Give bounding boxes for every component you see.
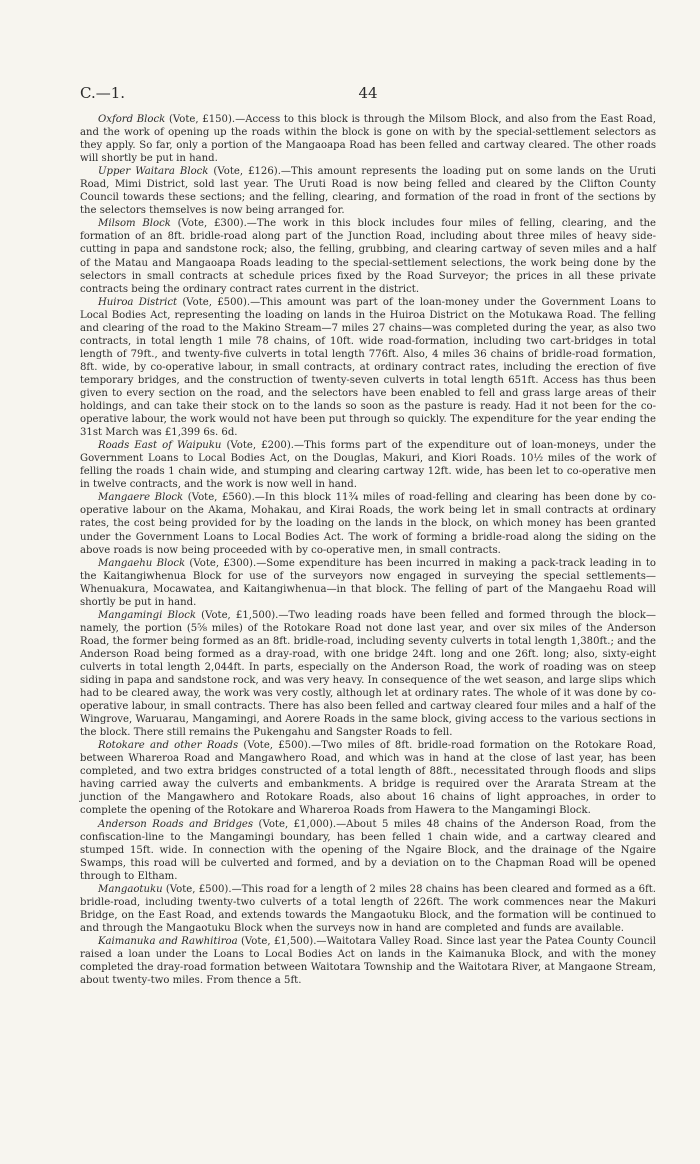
paragraph-title: Mangaere Block bbox=[98, 492, 184, 504]
paragraph-milsom-block bbox=[80, 217, 656, 295]
paragraph-text: (Vote, £500).—Two miles of 8ft. bridle-road formation on the Rotokare Road, between Whareroa Road and Mangawhero Road, and which was in hand at the close of last year, has been completed, and two extra bridges constructed of a total length of 88ft., necessitated through floods and slips having carried away the culverts and embankments. A bridge is required over the Ararata Stream at the junction of the Mangawhero and Rotokare Roads, also about 16 chains of light approaches, in order to complete the opening of the Rotokare and Whareroa Roads from Hawera to the Mangamingi Block. bbox=[80, 740, 656, 817]
paragraph-title: Mangaotuku bbox=[98, 883, 163, 895]
paragraph-upper-waitara-block bbox=[80, 165, 656, 217]
page-header bbox=[80, 84, 656, 106]
paragraph-title: Mangamingi Block bbox=[98, 609, 196, 621]
paragraph-roads-east-of-waipuku bbox=[80, 439, 656, 491]
paragraph-title: Upper Waitara Block bbox=[98, 166, 209, 178]
paragraph-title: Mangaehu Block bbox=[98, 557, 186, 569]
paragraph-text: (Vote, £1,000).—About 5 miles 48 chains of the Anderson Road, from the confiscation-line to the Mangamingi boundary, has been felled 1 chain wide, and a cartway cleared and stumped 15ft. wide. In connection with the opening of the Ngaire Block, and the drainage of the Ngaire Swamps, this road will be culverted and formed, and by a deviation on to the Chapman Road will be opened through to Eltham. bbox=[80, 818, 657, 882]
paragraph-text: (Vote, £300).—The work in this block includes four miles of felling, clearing, and the formation of an 8ft. bridle-road along part of the Junction Road, including about three miles of heavy side-cutting in papa and sandstone rock; also, the felling, grubbing, and clearing cartway of seven miles and a half of the Matau and Mangaoapa Roads leading to the special-settlement selections, the work being done by the selectors in small contracts at schedule prices fixed by the Road Surveyor; the prices in all these private contracts being the ordinary contract rates current in the district. bbox=[80, 218, 656, 295]
paragraph-mangaere-block bbox=[80, 491, 656, 556]
paragraph-title: Huiroa District bbox=[98, 296, 178, 308]
body-text bbox=[80, 113, 656, 987]
paragraph-text: (Vote, £150).—Access to this block is through the Milsom Block, and also from the East Road, and the work of opening up the roads within the block is gone on with by the special-settlement selectors as they apply. So far, only a portion of the Mangaoapa Road has been felled and cartway cleared. The other roads will shortly be put in hand. bbox=[80, 114, 656, 165]
paragraph-rotokare-roads bbox=[80, 739, 656, 817]
page-number: 44 bbox=[358, 84, 378, 102]
paragraph-title: Anderson Roads and Bridges bbox=[98, 818, 254, 830]
paragraph-text: (Vote, £500).—This amount was part of the loan-money under the Government Loans to Local Bodies Act, representing the loading on lands in the Huiroa District on the Motukawa Road. The felling and clearing of the road to the Makino Stream—7 miles 27 chains—was completed during the year, as also two contracts, in total length 1 mile 78 chains, of 10ft. wide road-formation, including two cart-bridges in total length of 79ft., and twenty-five culverts in total length 776ft. Also, 4 miles 36 chains of bridle-road formation, 8ft. wide, by co-operative labour, in small contracts, at ordinary contract rates, including the erection of five temporary bridges, and the construction of twenty-seven culverts in total length 651ft. Access has thus been given to every section on the road, and the selectors have been enabled to fell and grass large areas of their holdings, and can take their stock on to the lands so soon as the pasture is ready. Had it not been for the co-operative labour, the work would not have been put through so quickly. The expenditure for the year ending the 31st March was £1,399 6s. 6d. bbox=[80, 296, 656, 439]
paragraph-mangaehu-block bbox=[80, 557, 656, 609]
paragraph-title: Kaimanuka and Rawhitiroa bbox=[98, 935, 238, 947]
paragraph-kaimanuka bbox=[80, 935, 656, 987]
paragraph-huiroa-district bbox=[80, 296, 656, 440]
paragraph-title: Roads East of Waipuku bbox=[98, 440, 222, 452]
paragraph-text: (Vote, £1,500).—Waitotara Valley Road. Since last year the Patea County Council raised a loan under the Loans to Local Bodies Act on lands in the Kaimanuka Block, and with the money completed the dray-road formation between Waitotara Township and the Waitotara River, at Mangaone Stream, about twenty-two miles. From thence a 5ft. bbox=[80, 935, 656, 987]
paragraph-oxford-block bbox=[80, 113, 656, 165]
document-code: C.—1. bbox=[80, 84, 126, 102]
paragraph-text: (Vote, £300).—Some expenditure has been incurred in making a pack-track leading in to the Kaitangiwhenua Block for use of the surveyors now engaged in surveying the special settlements—Whenuakura, Mocawatea, and Kaitangiwhenua—in that block. The felling of part of the Mangaehu Road will shortly be put in hand. bbox=[80, 557, 656, 608]
paragraph-text: (Vote, £1,500).—Two leading roads have been felled and formed through the block—namely, the portion (5⅝ miles) of the Rotokare Road not done last year, and over six miles of the Anderson Road, the former being formed as an 8ft. bridle-road, including seventy culverts in total length 1,380ft.; and the Anderson Road being formed as a dray-road, with one bridge 24ft. long and one 26ft. long; also, sixty-eight culverts in total length 2,044ft. In parts, especially on the Anderson Road, the work of roading was on steep siding in papa and sandstone rock, and was very heavy. In consequence of the wet season, and large slips which had to be cleared away, the work was very costly, although let at ordinary rates. The whole of it was done by co-operative labour, in small contracts. There has also been felled and cartway cleared four miles and a half of the Wingrove, Waruarau, Mangamingi, and Aorere Roads in the same block, giving access to the various sections in the block. There still remains the Pukengahu and Sangster Roads to fell. bbox=[80, 609, 657, 739]
paragraph-title: Oxford Block bbox=[98, 114, 166, 125]
paragraph-text: (Vote, £200).—This forms part of the expenditure out of loan-moneys, under the Government Loans to Local Bodies Act, on the Douglas, Makuri, and Kiori Roads. 10½ miles of the work of felling the roads 1 chain wide, and stumping and clearing cartway 12ft. wide, has been let to co-operative men in twelve contracts, and the work is now well in hand. bbox=[80, 440, 656, 491]
paragraph-anderson-roads bbox=[80, 818, 656, 883]
paragraph-text: (Vote, £500).—This road for a length of 2 miles 28 chains has been cleared and formed as a 6ft. bridle-road, including twenty-two culverts of a total length of 226ft. The work commences near the Makuri Bridge, on the East Road, and extends towards the Mangaotuku Block, and the formation will be continued to and through the Mangaotuku Block when the surveys now in hand are completed and funds are available. bbox=[80, 883, 656, 934]
paragraph-text: (Vote, £126).—This amount represents the loading put on some lands on the Uruti Road, Mimi District, sold last year. The Uruti Road is now being felled and cleared by the Clifton County Council towards these sections; and the felling, clearing, and formation of the road in front of the sections by the selectors themselves is now being arranged for. bbox=[80, 166, 656, 217]
paragraph-text: (Vote, £560).—In this block 11¾ miles of road-felling and clearing has been done by co-operative labour on the Akama, Mohakau, and Kirai Roads, the work being let in small contracts at ordinary rates, the cost being provided for by the loading on the lands in the block, on which money has been granted under the Government Loans to Local Bodies Act. The work of forming a bridle-road along the siding on the above roads is now being proceeded with by co-operative men, in small contracts. bbox=[80, 492, 656, 556]
paragraph-title: Rotokare and other Roads bbox=[98, 740, 239, 752]
paragraph-mangaotuku bbox=[80, 883, 656, 935]
paragraph-title: Milsom Block bbox=[98, 218, 171, 230]
paragraph-mangamingi-block bbox=[80, 609, 656, 739]
